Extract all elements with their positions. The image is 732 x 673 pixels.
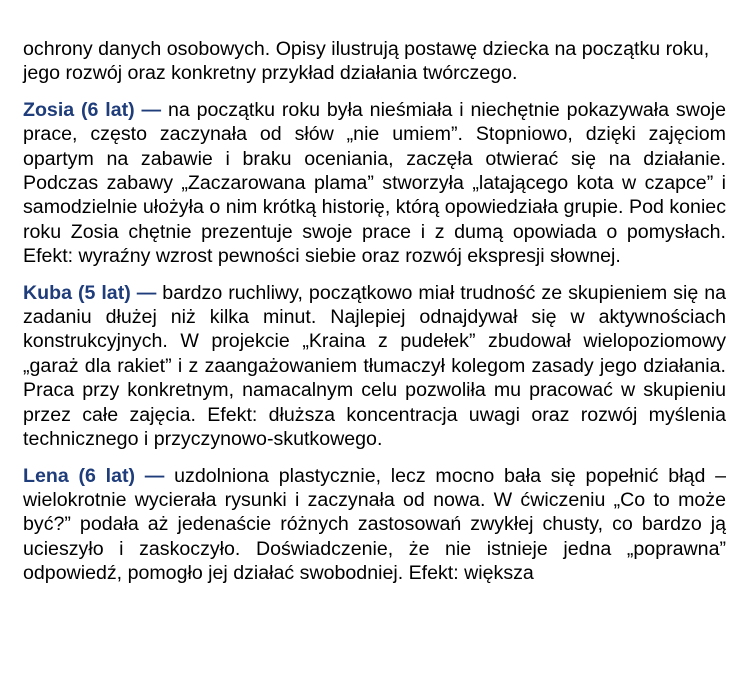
child-description-lena xyxy=(23,464,726,586)
document-page xyxy=(23,37,726,598)
child-name-kuba: Kuba (5 lat) — xyxy=(23,281,157,304)
child-name-lena: Lena (6 lat) — xyxy=(23,464,165,487)
child-text-zosia: na początku roku była nieśmiała i niechętnie pokazywała swoje prace, często zaczynała od słów „nie umiem”. Stopniowo, dzięki zajęciom opartym na zabawie i braku oceniania, zaczęła otwierać się na działanie. Podczas zabawy „Zaczarowana plama” stworzyła „latającego kota w czapce” i samodzielnie ułożyła o nim krótką historię, którą opowiedziała grupie. Pod koniec roku Zosia chętnie prezentuje swoje prace i z dumą opowiada o pomysłach. Efekt: wyraźny wzrost pewności siebie oraz rozwój ekspresji słownej. xyxy=(23,98,726,268)
child-description-kuba xyxy=(23,281,726,452)
child-name-zosia: Zosia (6 lat) — xyxy=(23,98,162,121)
intro-paragraph: ochrony danych osobowych. Opisy ilustrują postawę dziecka na początku roku, jego rozwój oraz konkretny przykład działania twórczego. xyxy=(23,38,710,85)
child-description-zosia xyxy=(23,98,726,269)
child-text-lena: uzdolniona plastycznie, lecz mocno bała się popełnić błąd – wielokrotnie wycierała rysunki i zaczynała od nowa. W ćwiczeniu „Co to może być?” podała aż jedenaście różnych zastosowań zwykłej chusty, co bardzo ją ucieszyło i zaskoczyło. Doświadczenie, że nie istnieje jedna „poprawna” odpowiedź, pomogło jej działać swobodniej. Efekt: większa xyxy=(23,464,726,585)
child-text-kuba: bardzo ruchliwy, początkowo miał trudność ze skupieniem się na zadaniu dłużej niż kilka minut. Najlepiej odnajdywał się w aktywnościach konstrukcyjnych. W projekcie „Kraina z pudełek” zbudował wielopoziomowy „garaż dla rakiet” i z zaangażowaniem tłumaczył kolegom zasady jego działania. Praca przy konkretnym, namacalnym celu pozwoliła mu pracować w skupieniu przez całe zajęcia. Efekt: dłuższa koncentracja uwagi oraz rozwój myślenia technicznego i przyczynowo-skutkowego. xyxy=(23,281,726,451)
